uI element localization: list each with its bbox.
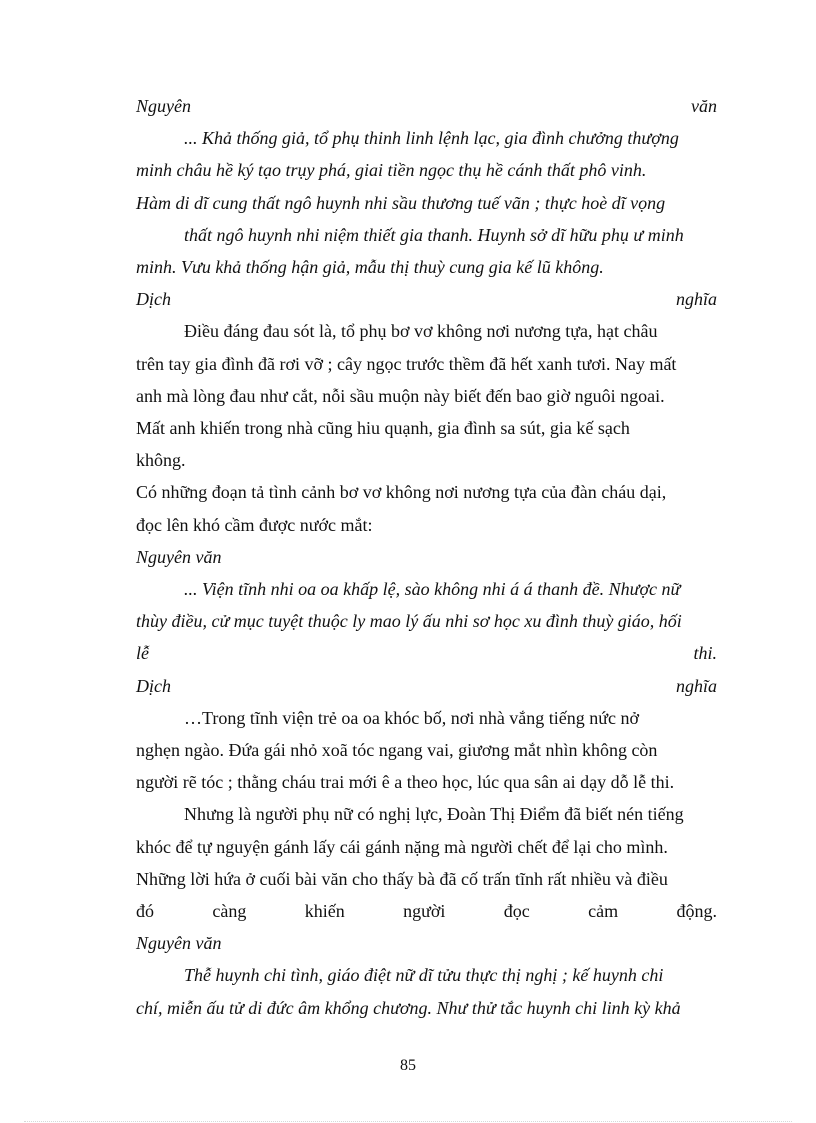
text-line: minh. Vưu khả thống hận giả, mẫu thị thuỳ cung gia kế lũ không.: [136, 257, 604, 277]
line-word: động.: [676, 901, 717, 921]
text-line: nghẹn ngào. Đứa gái nhỏ xoã tóc ngang vai, giương mắt nhìn không còn: [136, 740, 658, 760]
line-word: người: [403, 901, 446, 921]
text-line: ... Viện tĩnh nhi oa oa khấp lệ, sào không nhi á á thanh đề. Nhược nữ: [184, 579, 681, 599]
text-line: trên tay gia đình đã rơi vỡ ; cây ngọc trước thềm đã hết xanh tươi. Nay mất: [136, 354, 677, 374]
bottom-divider: [24, 1121, 792, 1122]
line-word: khiến: [304, 901, 345, 921]
page-number: 85: [400, 1057, 416, 1074]
line-word: thi.: [693, 643, 717, 663]
text-line: [136, 288, 717, 310]
line-word: càng: [212, 901, 247, 921]
line-word: cảm: [588, 901, 619, 921]
text-line: Có những đoạn tả tình cảnh bơ vơ không nơi nương tựa của đàn cháu dại,: [136, 482, 667, 502]
text-line: thùy điều, cử mục tuyệt thuộc ly mao lý ấu nhi sơ học xu đình thuỳ giáo, hối: [136, 611, 682, 631]
text-line: anh mà lòng đau như cắt, nỗi sầu muộn này biết đến bao giờ nguôi ngoai.: [136, 386, 665, 406]
text-line: Mất anh khiến trong nhà cũng hiu quạnh, gia đình sa sút, gia kế sạch: [136, 418, 630, 438]
text-line: [136, 95, 717, 117]
text-line: Nguyên văn: [136, 933, 222, 953]
text-line: Nguyên văn: [136, 547, 222, 567]
line-word: Dịch: [136, 676, 171, 696]
text-line: [136, 900, 717, 922]
line-word: Nguyên: [136, 96, 191, 116]
text-line: ... Khả thống giả, tổ phụ thinh linh lệnh lạc, gia đình chưởng thượng: [184, 128, 679, 148]
text-line: [136, 642, 717, 664]
text-line: Hàm di dĩ cung thất ngô huynh nhi sầu thương tuế vãn ; thực hoè dĩ vọng: [136, 193, 666, 213]
line-word: Dịch: [136, 289, 171, 309]
text-line: Những lời hứa ở cuối bài văn cho thấy bà đã cố trấn tĩnh rất nhiều và điều: [136, 869, 668, 889]
line-word: đọc: [503, 901, 530, 921]
text-line: …Trong tĩnh viện trẻ oa oa khóc bố, nơi nhà vắng tiếng nức nở: [184, 708, 640, 728]
text-line: không.: [136, 450, 186, 470]
text-line: Nhưng là người phụ nữ có nghị lực, Đoàn Thị Điểm đã biết nén tiếng: [184, 804, 684, 824]
text-line: [136, 675, 717, 697]
text-line: đọc lên khó cầm được nước mắt:: [136, 515, 373, 535]
line-word: lễ: [136, 643, 149, 663]
text-line: người rẽ tóc ; thằng cháu trai mới ê a theo học, lúc qua sân ai dạy dỗ lễ thi.: [136, 772, 675, 792]
line-word: đó: [136, 901, 154, 921]
text-line: Điều đáng đau sót là, tổ phụ bơ vơ không nơi nương tựa, hạt châu: [184, 321, 658, 341]
text-line: minh châu hề ký tạo trụy phá, giai tiền ngọc thụ hề cánh thất phô vinh.: [136, 160, 647, 180]
line-word: nghĩa: [675, 289, 717, 309]
line-word: văn: [691, 96, 717, 116]
text-line: chí, miễn ấu tử di đức âm khổng chương. Như thử tắc huynh chi linh kỳ khả: [136, 998, 681, 1018]
line-word: nghĩa: [675, 676, 717, 696]
text-line: khóc để tự nguyện gánh lấy cái gánh nặng mà người chết để lại cho mình.: [136, 837, 668, 857]
text-line: Thễ huynh chi tình, giáo điệt nữ dĩ tửu thực thị nghị ; kế huynh chi: [184, 965, 664, 985]
text-line: thất ngô huynh nhi niệm thiết gia thanh. Huynh sở dĩ hữu phụ ư minh: [184, 225, 684, 245]
